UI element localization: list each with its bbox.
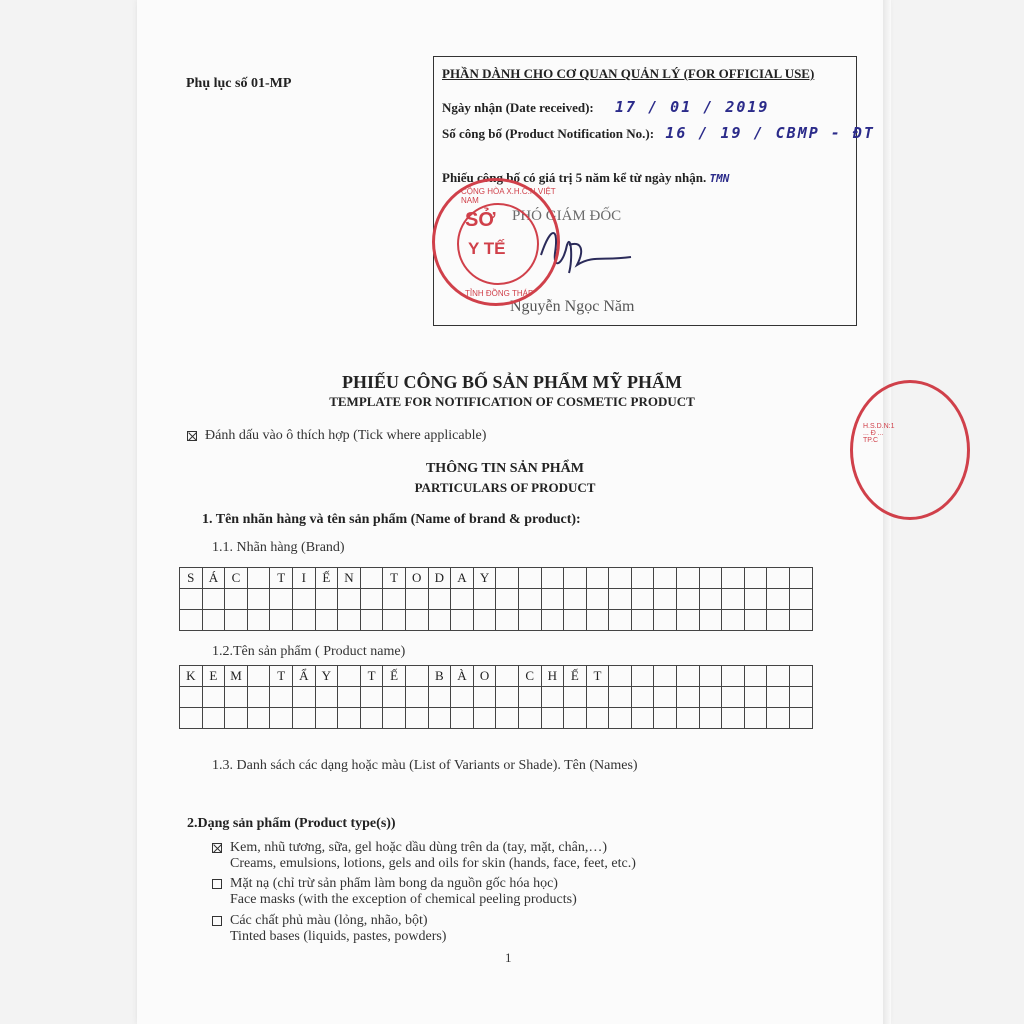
- product-grid-cell: Ế: [383, 666, 406, 687]
- brand-grid-cell: Ế: [315, 568, 338, 589]
- date-received-label: Ngày nhận (Date received):: [442, 100, 594, 115]
- product-grid-cell: [586, 687, 609, 708]
- product-grid-cell: [609, 666, 632, 687]
- brand-grid-cell: [360, 610, 383, 631]
- brand-grid-cell: [202, 610, 225, 631]
- brand-grid-cell: D: [428, 568, 451, 589]
- brand-grid-cell: [383, 610, 406, 631]
- option-face-masks-checkbox: [212, 879, 222, 889]
- brand-grid-cell: [518, 568, 541, 589]
- brand-grid-cell: [767, 589, 790, 610]
- product-grid-cell: [654, 666, 677, 687]
- brand-grid-cell: [225, 589, 248, 610]
- brand-grid-cell: [722, 589, 745, 610]
- brand-grid-cell: [451, 589, 474, 610]
- product-grid-cell: [541, 687, 564, 708]
- brand-grid-cell: [609, 568, 632, 589]
- product-grid-cell: [292, 708, 315, 729]
- brand-grid-cell: A: [451, 568, 474, 589]
- product-grid-cell: [744, 708, 767, 729]
- product-grid-cell: [677, 687, 700, 708]
- brand-grid-cell: [315, 589, 338, 610]
- option-tinted-bases: [212, 913, 446, 945]
- brand-grid-cell: [405, 589, 428, 610]
- brand-grid-cell: [496, 610, 519, 631]
- product-grid-cell: T: [270, 666, 293, 687]
- product-grid-cell: [767, 687, 790, 708]
- brand-grid-cell: [677, 589, 700, 610]
- product-grid-cell: [383, 708, 406, 729]
- product-grid-cell: [247, 666, 270, 687]
- brand-grid-cell: [541, 610, 564, 631]
- product-grid-cell: [677, 666, 700, 687]
- brand-grid-cell: [790, 568, 813, 589]
- brand-grid-cell: [225, 610, 248, 631]
- product-grid-cell: [677, 708, 700, 729]
- option-creams: [212, 840, 636, 872]
- brand-label: 1.1. Nhãn hàng (Brand): [212, 540, 345, 555]
- tick-instruction-text: Đánh dấu vào ô thích hợp (Tick where applicable): [205, 428, 487, 443]
- brand-grid-cell: [699, 610, 722, 631]
- product-grid-cell: [338, 708, 361, 729]
- seal-arc-bottom: TỈNH ĐỒNG THÁP: [465, 289, 534, 298]
- brand-grid-cell: [496, 568, 519, 589]
- brand-grid-cell: [654, 568, 677, 589]
- brand-grid-cell: [180, 589, 203, 610]
- brand-grid-cell: [541, 568, 564, 589]
- brand-grid-cell: [451, 610, 474, 631]
- director-title: PHÓ GIÁM ĐỐC: [512, 208, 622, 224]
- brand-grid-cell: [292, 589, 315, 610]
- option-face-masks: [212, 876, 577, 908]
- brand-grid-cell: [609, 610, 632, 631]
- seal-text-line2: Y TẾ: [468, 239, 506, 258]
- product-grid-row: [180, 708, 813, 729]
- brand-grid-cell: [270, 610, 293, 631]
- product-grid-cell: [631, 687, 654, 708]
- notification-no-label: Số công bố (Product Notification No.):: [442, 126, 655, 141]
- notification-no-value: 16 / 19 / CBMP - ĐT: [665, 124, 875, 142]
- product-grid-cell: Ế: [564, 666, 587, 687]
- partial-seal-text: H.S.D.N:1 ... Đ ... TP.C: [863, 423, 895, 444]
- date-received-row: [442, 98, 769, 116]
- product-grid-cell: [609, 708, 632, 729]
- brand-grid-cell: Y: [473, 568, 496, 589]
- tick-instruction: [187, 428, 486, 444]
- brand-grid-cell: [586, 610, 609, 631]
- product-grid-cell: [699, 666, 722, 687]
- brand-grid-cell: [699, 568, 722, 589]
- notification-no-row: [442, 124, 875, 142]
- brand-grid-cell: [744, 610, 767, 631]
- brand-grid-cell: [790, 610, 813, 631]
- brand-grid-cell: [744, 568, 767, 589]
- brand-grid-cell: [586, 568, 609, 589]
- brand-grid-cell: [496, 589, 519, 610]
- product-grid-cell: [564, 708, 587, 729]
- brand-grid-cell: [338, 589, 361, 610]
- brand-grid: [179, 567, 813, 631]
- brand-grid-cell: S: [180, 568, 203, 589]
- product-grid-cell: [699, 687, 722, 708]
- product-grid-cell: [338, 666, 361, 687]
- option-tinted-bases-en: Tinted bases (liquids, pastes, powders): [230, 929, 447, 944]
- brand-grid-cell: I: [292, 568, 315, 589]
- product-grid-cell: Y: [315, 666, 338, 687]
- product-grid-cell: [315, 708, 338, 729]
- brand-grid-cell: [722, 610, 745, 631]
- product-grid-cell: [631, 666, 654, 687]
- product-grid-cell: T: [586, 666, 609, 687]
- product-grid-cell: [247, 687, 270, 708]
- product-grid-cell: [202, 708, 225, 729]
- product-grid-cell: [202, 687, 225, 708]
- brand-grid-cell: [631, 568, 654, 589]
- product-grid-cell: [790, 708, 813, 729]
- appendix-label: Phụ lục số 01-MP: [186, 76, 292, 91]
- product-grid-cell: H: [541, 666, 564, 687]
- product-grid-cell: [496, 666, 519, 687]
- brand-grid-cell: N: [338, 568, 361, 589]
- brand-grid-cell: T: [383, 568, 406, 589]
- brand-grid-cell: [473, 610, 496, 631]
- product-grid-cell: [631, 708, 654, 729]
- product-grid-cell: [428, 708, 451, 729]
- product-grid-row: [180, 687, 813, 708]
- product-grid-cell: [790, 687, 813, 708]
- option-creams-checkbox: [212, 843, 222, 853]
- product-grid-cell: [247, 708, 270, 729]
- official-seal: [432, 178, 560, 306]
- date-received-value: 17 / 01 / 2019: [615, 98, 770, 116]
- product-grid-cell: [405, 666, 428, 687]
- brand-grid-cell: T: [270, 568, 293, 589]
- option-tinted-bases-checkbox: [212, 916, 222, 926]
- product-grid-cell: [225, 708, 248, 729]
- brand-grid-cell: [654, 610, 677, 631]
- seal-text-line1: SỞ: [465, 209, 496, 231]
- product-grid-cell: [428, 687, 451, 708]
- product-grid-cell: [473, 687, 496, 708]
- product-grid-cell: K: [180, 666, 203, 687]
- product-grid-cell: [609, 687, 632, 708]
- product-grid-cell: [270, 708, 293, 729]
- product-grid-cell: [338, 687, 361, 708]
- brand-grid-cell: [338, 610, 361, 631]
- product-grid-cell: [744, 687, 767, 708]
- brand-grid-cell: [699, 589, 722, 610]
- brand-grid-cell: [609, 589, 632, 610]
- product-grid-cell: [699, 708, 722, 729]
- brand-grid-cell: [677, 568, 700, 589]
- brand-grid-cell: [247, 568, 270, 589]
- brand-grid-cell: [270, 589, 293, 610]
- option-face-masks-vi: Mặt nạ (chỉ trừ sản phẩm làm bong da nguồn gốc hóa học): [230, 876, 558, 891]
- product-grid-cell: [722, 687, 745, 708]
- page-number: 1: [505, 950, 512, 965]
- brand-grid-cell: [631, 610, 654, 631]
- product-grid-row: [180, 666, 813, 687]
- product-grid-cell: [790, 666, 813, 687]
- product-grid-cell: [744, 666, 767, 687]
- product-grid-cell: [180, 708, 203, 729]
- brand-grid-cell: [767, 610, 790, 631]
- brand-grid-cell: [744, 589, 767, 610]
- product-grid-cell: [473, 708, 496, 729]
- brand-grid-cell: [360, 589, 383, 610]
- product-grid-cell: [405, 708, 428, 729]
- brand-grid-cell: [586, 589, 609, 610]
- option-tinted-bases-vi: Các chất phủ màu (lỏng, nhão, bột): [230, 913, 428, 928]
- brand-grid-cell: [518, 610, 541, 631]
- product-grid-cell: [654, 687, 677, 708]
- section-title-vi: THÔNG TIN SẢN PHẨM: [425, 461, 585, 476]
- brand-grid-cell: [315, 610, 338, 631]
- brand-grid-cell: [383, 589, 406, 610]
- product-grid-cell: Ẩ: [292, 666, 315, 687]
- brand-grid-cell: [428, 610, 451, 631]
- brand-grid-row: [180, 589, 813, 610]
- product-grid-cell: [451, 687, 474, 708]
- signer-name: Nguyễn Ngọc Năm: [510, 298, 635, 315]
- brand-grid-cell: [541, 589, 564, 610]
- product-grid-cell: [270, 687, 293, 708]
- brand-grid-row: [180, 568, 813, 589]
- question-1-heading: 1. Tên nhãn hàng và tên sản phẩm (Name of brand & product):: [202, 512, 581, 527]
- brand-grid-cell: [473, 589, 496, 610]
- product-grid-cell: [383, 687, 406, 708]
- product-grid-cell: [360, 687, 383, 708]
- product-grid-cell: [518, 708, 541, 729]
- product-grid-cell: [315, 687, 338, 708]
- product-grid-cell: O: [473, 666, 496, 687]
- product-grid-cell: [767, 708, 790, 729]
- product-grid-cell: M: [225, 666, 248, 687]
- brand-grid-cell: [518, 589, 541, 610]
- form-title-en: TEMPLATE FOR NOTIFICATION OF COSMETIC PRODUCT: [329, 394, 695, 409]
- brand-grid-cell: [360, 568, 383, 589]
- brand-grid-cell: [405, 610, 428, 631]
- product-grid-cell: [722, 666, 745, 687]
- product-grid-cell: C: [518, 666, 541, 687]
- product-grid-cell: [180, 687, 203, 708]
- product-name-grid: [179, 665, 813, 729]
- option-creams-vi: Kem, nhũ tương, sữa, gel hoặc dầu dùng trên da (tay, mặt, chân,…): [230, 840, 608, 855]
- brand-grid-cell: [654, 589, 677, 610]
- product-grid-cell: [541, 708, 564, 729]
- product-grid-cell: [405, 687, 428, 708]
- official-use-title: PHẦN DÀNH CHO CƠ QUAN QUẢN LÝ (FOR OFFICIAL USE): [442, 66, 815, 81]
- product-grid-cell: T: [360, 666, 383, 687]
- form-title-vi: PHIẾU CÔNG BỐ SẢN PHẨM MỸ PHẨM: [342, 372, 682, 392]
- brand-grid-cell: [631, 589, 654, 610]
- brand-grid-cell: [722, 568, 745, 589]
- product-grid-cell: [722, 708, 745, 729]
- brand-grid-cell: [428, 589, 451, 610]
- checked-box-icon: [187, 431, 197, 441]
- option-face-masks-en: Face masks (with the exception of chemical peeling products): [230, 892, 577, 907]
- brand-grid-cell: [677, 610, 700, 631]
- brand-grid-cell: [247, 589, 270, 610]
- brand-grid-cell: [767, 568, 790, 589]
- validity-label: Phiếu công bố có giá trị 5 năm kể từ ngày nhận.: [442, 170, 707, 185]
- brand-grid-cell: [564, 610, 587, 631]
- variants-label: 1.3. Danh sách các dạng hoặc màu (List of Variants or Shade). Tên (Names): [212, 758, 638, 773]
- seal-arc-top: CỘNG HÒA X.H.C.N VIỆT NAM: [461, 187, 556, 205]
- brand-grid-cell: [790, 589, 813, 610]
- product-grid-cell: [518, 687, 541, 708]
- product-grid-cell: [654, 708, 677, 729]
- product-grid-cell: À: [451, 666, 474, 687]
- product-grid-cell: [225, 687, 248, 708]
- option-creams-en: Creams, emulsions, lotions, gels and oils for skin (hands, face, feet, etc.): [230, 856, 636, 871]
- brand-grid-cell: [564, 589, 587, 610]
- product-grid-cell: [360, 708, 383, 729]
- product-grid-cell: [586, 708, 609, 729]
- brand-grid-cell: [292, 610, 315, 631]
- brand-grid-row: [180, 610, 813, 631]
- section-title-en: PARTICULARS OF PRODUCT: [414, 480, 596, 495]
- brand-grid-cell: Á: [202, 568, 225, 589]
- product-grid-cell: B: [428, 666, 451, 687]
- question-2-heading: 2.Dạng sản phẩm (Product type(s)): [187, 816, 396, 831]
- brand-grid-cell: O: [405, 568, 428, 589]
- product-name-label: 1.2.Tên sản phẩm ( Product name): [212, 644, 406, 659]
- brand-grid-cell: [180, 610, 203, 631]
- brand-grid-cell: [247, 610, 270, 631]
- product-grid-cell: [564, 687, 587, 708]
- product-grid-cell: [767, 666, 790, 687]
- product-grid-cell: [292, 687, 315, 708]
- brand-grid-cell: C: [225, 568, 248, 589]
- product-grid-cell: E: [202, 666, 225, 687]
- brand-grid-cell: [564, 568, 587, 589]
- product-grid-cell: [496, 708, 519, 729]
- product-grid-cell: [451, 708, 474, 729]
- validity-initials: TMN: [709, 172, 730, 185]
- product-grid-cell: [496, 687, 519, 708]
- brand-grid-cell: [202, 589, 225, 610]
